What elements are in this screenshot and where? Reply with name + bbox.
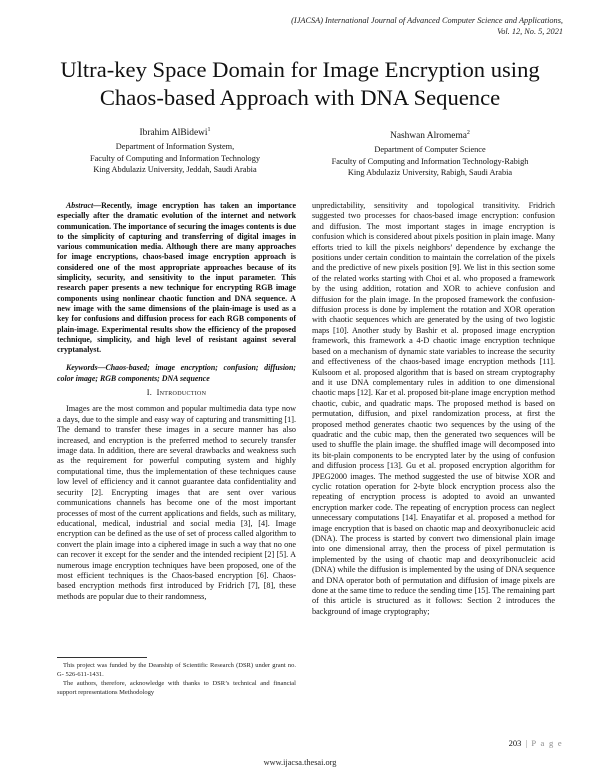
author-2-name [300, 130, 560, 143]
author-1-department: Department of Information System, [115, 142, 235, 151]
abstract [57, 201, 296, 355]
page-label: P a g e [531, 738, 563, 748]
journal-volume: Vol. 12, No. 5, 2021 [497, 27, 563, 36]
paper-title-line-2: Chaos-based Approach with DNA Sequence [99, 85, 501, 110]
page-separator: | [525, 738, 528, 748]
author-2 [300, 130, 560, 179]
keywords-text: —Chaos-based; image encryption; confusion; diffusion; color image; RGB components; DNA sequence [57, 363, 296, 383]
footer-url[interactable]: www.ijacsa.thesai.org [263, 758, 337, 767]
author-2-name-text: Nashwan Alromema [390, 131, 467, 141]
author-1-name [50, 127, 300, 140]
journal-header [143, 15, 563, 37]
footnote-acknowledgment: The authors, therefore, acknowledge with thanks to DSR’s technical and financial support representations Methodology [57, 680, 296, 696]
author-1-name-text: Ibrahim AlBidewi [139, 128, 208, 138]
page-number [509, 738, 563, 748]
section-title: Introduction [156, 388, 207, 398]
left-column [57, 201, 296, 602]
abstract-text: —Recently, image encryption has taken an importance especially after the dramatic evolution of the internet and network communication. The importance of securing the images contents is due to the simplicity of capturing and transferring of digital images in various communication media. Although there are many approaches for image encryptions, chaos-based image encryption approach is considered one of the most appropriate approaches because of its simplicity, security, and sensitivity to the input parameter. This research paper presents a new technique for encrypting RGB image components using nonlinear chaotic function and DNA sequence. A new image with the same dimensions of the plain-image is used as a key for confusions and diffusion process for each RGB components of plain-image. Experimental results show the efficiency of the proposed technique, simplicity, and high level of resistant against several cryptanalyst. [57, 201, 296, 355]
journal-name: (IJACSA) International Journal of Advanced Computer Science and Applications, [291, 16, 563, 25]
footnotes [57, 662, 296, 698]
introduction-paragraph: Images are the most common and popular multimedia data type now a days, due to the simple and easy way of capturing and transmitting [1]. The demand to transfer these images in a secure manner has also increased, and encryption is the preferred method to securely transfer image data. In addition, there are several drawbacks and weakness such as the requirement for powerful computing system and highly computational time, thus the implementation of these techniques cause low level of efficiency and it cannot guarantee data confidentiality and security [2]. Encrypting images that are sent over various communications channels has become one of the most important processes of most of the current applications and fields, such as military, educational, medical, industrial and social media [3], [4]. Image encryption can be defined as the use of set of process called algorithm to convert the plain image into a ciphered image in such a way that no one can recover it except for the sender and the intended recipient [2] [5]. A numerous image encryption techniques have been proposed, one of the most efficient techniques is the Chaos-based encryption [6]. Chaos-based encryption methods first introduced by Fridrich [7], [8], these methods are popular due to their randomness, [57, 404, 296, 601]
author-2-sup: 2 [466, 129, 470, 136]
author-1-faculty: Faculty of Computing and Information Technology [89, 153, 261, 163]
section-heading-introduction [57, 388, 296, 398]
author-1 [50, 127, 300, 176]
section-number: I. [146, 388, 153, 398]
related-work-paragraph: unpredictability, sensitivity and topological transitivity. Fridrich suggested two processes for chaos-based image encryption: confusion and diffusion. The most important stages in image encryption is confusion which is considered about pixels position in plain image. Many efforts tried to kill the pixels neighbors’ dependence by exchange the positions under certain condition to maintain the correlation of the pixels and the predictive of new pixels position [9]. We list in this section some of the related works starting with Choi et al. who proposed a framework by the using addition, rotation and XOR to achieve confusion and diffusion for the plain image. In the proposed framework the confusion-diffusion process is done by implement the rotation and XOR operation with chaotic sequences which are generated by the using of two logistic maps [10]. Another study by Bashir et al. proposed image encryption framework, this framework a 4-D chaotic image encryption technique based on a mechanism of dynamic state variables to increase the security and effectiveness of the chaos-based image encryption methods [11]. Kulsoom et al. proposed algorithm that is based on stream cryptography and it use DNA complementary rules in addition to one dimensional chaotic maps [12]. Kar et al. proposed bit-plane image encryption method chaotic, cubic, and quadratic maps. The proposed method is based on permutation, diffusion, and pixel randomization process, at first the proposed method generates chaotic two sequences by the using of the quadratic and the cubic map, then the generated two sequences will be used to shuffle the plain image. the shuffled image will decomposed into its bit-plain components to be encrypted later by the using of confusion and diffusion process [13]. Gu et al. proposed encryption algorithm for JPEG2000 images. The method suggested the use of bitwise XOR and cyclic rotation operation for 2-byte block encryption process also the repeating of encryption process is adopted to avoid an unwanted encryption marker code. The repeating of encryption process can neglect unnecessary computations [14]. Enayatifar et al. proposed a method for image encryption that is based on chaotic map and deoxyribonucleic acid (DNA). The process is started by convert two dimensional plain image into one dimensional array, then the process of pixel permutation is implemented by the using of chaotic map and deoxyribonucleic acid (DNA) while the diffusion is implemented by the using of DNA sequence and DNA operator both of permutation and diffusion of image pixels are done at the same time to reduce the sending time [15]. The remaining part of this article is structured as it follows: Section 2 introduces the background of image cryptography; [312, 201, 555, 616]
author-2-department: Department of Computer Science [374, 145, 486, 154]
page-number-value: 203 [508, 738, 522, 748]
paper-title-line-1: Ultra-key Space Domain for Image Encryption using [60, 57, 540, 82]
footnote-funding: This project was funded by the Deanship of Scientific Research (DSR) under grant no. G- 526-611-1431. [57, 662, 296, 678]
keywords-label: Keywords [66, 363, 98, 373]
right-column [312, 201, 555, 617]
paper-title [50, 56, 550, 112]
author-1-sup: 1 [207, 126, 211, 133]
author-1-university: King Abdulaziz University, Jeddah, Saudi Arabia [93, 165, 257, 174]
author-2-university: King Abdulaziz University, Rabigh, Saudi Arabia [347, 168, 513, 177]
footnote-divider [57, 657, 147, 658]
abstract-label: Abstract [66, 201, 94, 210]
author-2-faculty: Faculty of Computing and Information Technology-Rabigh [331, 156, 529, 166]
keywords [57, 363, 296, 384]
